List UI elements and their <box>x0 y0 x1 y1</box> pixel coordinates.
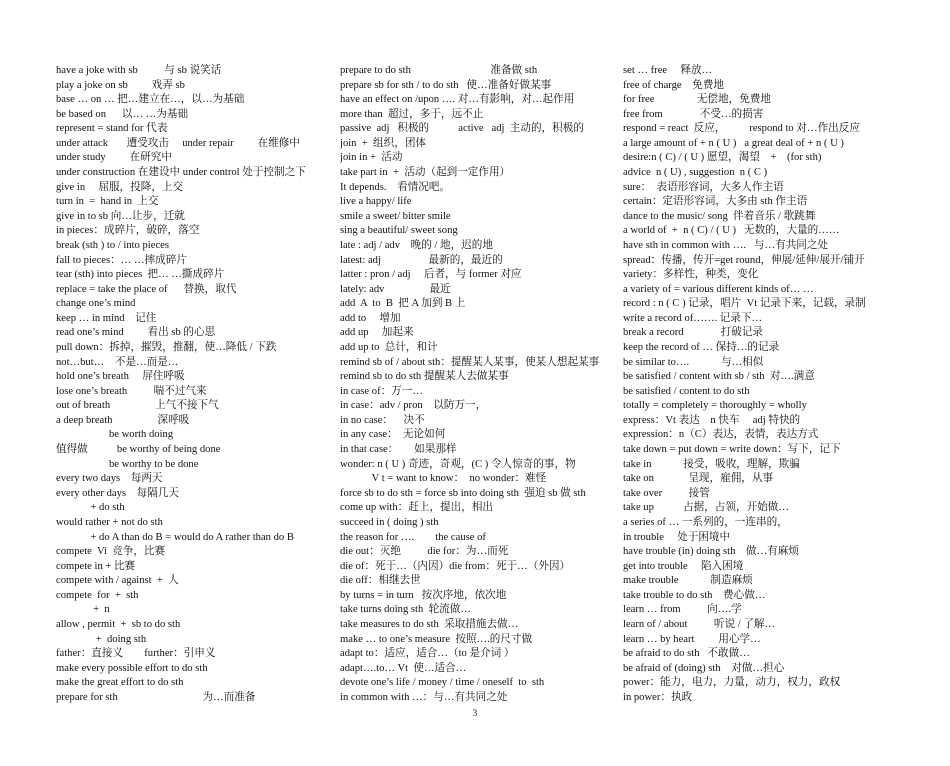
vocab-line: express：Vt 表达 n 快车 adj 特快的 <box>623 414 801 426</box>
vocab-line: represent = stand for 代表 <box>56 123 168 135</box>
vocab-line: prepare for sth 为…而准备 <box>56 691 256 703</box>
vocab-line: more than 超过，多于，远不止 <box>340 108 484 120</box>
vocab-line: a world of + n ( C) / ( U ) 无数的，大量的…… <box>623 225 840 237</box>
vocab-line: join in + 活动 <box>340 152 403 164</box>
vocab-line: under attack 遭受攻击 under repair 在维修中 <box>56 137 300 149</box>
vocab-line: + do A than do B = would do A rather than do B <box>56 531 294 543</box>
vocab-line: in trouble 处于困境中 <box>623 531 731 543</box>
vocab-line: devote one’s life / money / time / oneself to sth <box>340 677 545 689</box>
vocab-line: the reason for …. the cause of <box>340 531 486 543</box>
vocab-line: die off：相继去世 <box>340 575 421 587</box>
vocab-line: advice n ( U) , suggestion n ( C ) <box>623 167 768 179</box>
vocab-line: be based on 以… …为基础 <box>56 108 189 120</box>
vocab-line: compete with / against + 人 <box>56 575 179 587</box>
vocab-line: be satisfied / content to do sth <box>623 385 750 397</box>
vocab-line: desire:n ( C) / ( U ) 愿望，渴望 + (for sth) <box>623 152 822 164</box>
vocab-line: compete for + sth <box>56 589 139 601</box>
vocab-line: die out：灭绝 die for：为…而死 <box>340 546 509 558</box>
vocab-line: change one’s mind <box>56 298 136 310</box>
vocab-line: add up to 总计，和计 <box>340 341 438 353</box>
vocab-line: 值得做 be worthy of being done <box>56 444 221 456</box>
vocab-line: in no case： 决不 <box>340 414 425 426</box>
vocab-line: sing a beautiful/ sweet song <box>340 225 458 237</box>
vocab-line: be worth doing <box>56 429 174 441</box>
vocab-line: be worthy to be done <box>56 458 199 470</box>
vocab-line: be afraid to do sth 不敢做… <box>623 648 750 660</box>
column-left <box>56 64 328 705</box>
vocab-line: have sth in common with …. 与…有共同之处 <box>623 239 829 251</box>
vocab-line: late : adj / adv 晚的 / 地，迟的地 <box>340 239 493 251</box>
vocab-line: variety：多样性，种类，变化 <box>623 269 759 281</box>
vocab-line: make trouble 制造麻烦 <box>623 575 753 587</box>
vocab-line: in any case： 无论如何 <box>340 429 446 441</box>
vocab-line: It depends. 看情况吧。 <box>340 181 451 193</box>
column-middle <box>340 64 620 705</box>
vocab-line: play a joke on sb 戏弄 sb <box>56 79 185 91</box>
vocab-line: every two days 每两天 <box>56 473 163 485</box>
vocab-line: power：能力，电力，力量，动力，权力，政权 <box>623 677 841 689</box>
vocab-line: tear (sth) into pieces 把… …撕成碎片 <box>56 269 225 281</box>
vocab-line: read one’s mind 看出 sb 的心思 <box>56 327 216 339</box>
vocab-line: + doing sth <box>56 633 147 645</box>
vocab-line: set … free 释放… <box>623 65 713 76</box>
vocab-line: take in 接受，吸收，理解，欺骗 <box>623 458 800 470</box>
vocab-line: take down = put down = write down：写下，记下 <box>623 444 841 456</box>
vocab-line: out of breath 上气不接下气 <box>56 400 219 412</box>
vocab-line: succeed in ( doing ) sth <box>340 516 439 528</box>
vocab-line: take up 占据，占领，开始做… <box>623 502 789 514</box>
vocab-line: learn of / about 听说 / 了解… <box>623 618 776 630</box>
vocab-line: take part in + 活动（起到一定作用） <box>340 167 511 179</box>
vocab-line: give in 屈服，投降，上交 <box>56 181 184 193</box>
vocab-line: under construction 在建设中 under control 处于控制之下 <box>56 167 306 179</box>
vocab-line: allow , permit + sb to do sth <box>56 618 181 630</box>
vocab-line: a variety of = various different kinds of… … <box>623 283 814 295</box>
vocab-line: remind sb of / about sth：提醒某人某事，使某人想起某事 <box>340 356 600 368</box>
vocab-line: adapt to：适应，适合…（to 是介词 ） <box>340 648 515 660</box>
vocab-line: add to 增加 <box>340 312 401 324</box>
vocab-line: dance to the music/ song 伴着音乐 / 歌跳舞 <box>623 210 816 222</box>
vocab-line: pull down：拆掉，摧毁，推翻，使…降低 / 下跌 <box>56 341 277 353</box>
vocab-line: for free 无偿地，免费地 <box>623 94 771 106</box>
vocab-line: in pieces：成碎片，破碎，落空 <box>56 225 200 237</box>
vocab-line: record : n ( C ) 记录，唱片 Vt 记录下来，记载，录制 <box>623 298 866 310</box>
vocab-line: come up with：赶上，提出，相出 <box>340 502 494 514</box>
vocab-line: write a record of……. 记录下… <box>623 312 763 324</box>
vocab-line: V t = want to know： no wonder：难怪 <box>340 473 547 485</box>
vocab-line: certain：定语形容词，大多由 sth 作主语 <box>623 196 808 208</box>
vocab-line: hold one’s breath 屏住呼吸 <box>56 371 185 383</box>
vocab-line: learn … from 向….学 <box>623 604 742 616</box>
vocab-line: by turns = in turn 按次序地，依次地 <box>340 589 507 601</box>
vocab-line: replace = take the place of 替换，取代 <box>56 283 237 295</box>
vocab-line: keep the record of … 保持…的记录 <box>623 341 780 353</box>
vocab-line: lately: adv 最近 <box>340 283 451 295</box>
page-number: 3 <box>472 708 478 718</box>
vocab-line: expression：n（C）表达，表情，表达方式 <box>623 429 819 441</box>
vocab-line: base … on … 把…建立在…，以…为基础 <box>56 94 245 106</box>
vocab-line: adapt….to… Vt 使…适合… <box>340 662 467 674</box>
vocab-line: make every possible effort to do sth <box>56 662 208 674</box>
vocab-line: sure： 表语形容词，大多人作主语 <box>623 181 784 193</box>
vocab-line: join + 组织，团体 <box>340 137 427 149</box>
vocab-line: fall to pieces：… …摔成碎片 <box>56 254 187 266</box>
vocab-line: wonder: n ( U ) 奇迹，奇观，(C ) 令人惊奇的事，物 <box>340 458 576 470</box>
vocab-line: take on 呈现，雇佣，从事 <box>623 473 774 485</box>
vocab-line: in case：adv / pron 以防万一， <box>340 400 487 412</box>
vocab-line: in power：执政 <box>623 691 693 703</box>
vocab-line: a series of … 一系列的，一连串的， <box>623 516 788 528</box>
vocab-line: latter : pron / adj 后者，与 former 对应 <box>340 269 522 281</box>
vocab-line: be satisfied / content with sb / sth 对….满意 <box>623 371 815 383</box>
vocab-line: smile a sweet/ bitter smile <box>340 210 451 222</box>
vocab-line: respond = react 反应， respond to 对…作出反应 <box>623 123 860 135</box>
vocab-line: in common with …：与…有共同之处 <box>340 691 508 703</box>
vocab-line: take trouble to do sth 费心做… <box>623 589 766 601</box>
vocab-line: live a happy/ life <box>340 196 412 208</box>
vocab-line: die of：死于…（内因）die from：死于…（外因） <box>340 560 571 572</box>
vocab-line: every other days 每隔几天 <box>56 487 179 499</box>
vocab-line: give in to sb 向…让步，迁就 <box>56 210 185 222</box>
vocab-line: make the great effort to do sth <box>56 677 184 689</box>
vocab-line: in case of：万一… <box>340 385 423 397</box>
vocab-line: totally = completely = thoroughly = wholly <box>623 400 807 412</box>
vocab-line: be similar to…. 与…相似 <box>623 356 764 368</box>
vocab-line: remind sb to do sth 提醒某人去做某事 <box>340 371 509 383</box>
vocab-line: a deep breath 深呼吸 <box>56 414 190 426</box>
vocab-line: compete Vi 竞争，比赛 <box>56 546 166 558</box>
vocab-line: take turns doing sth 轮流做… <box>340 604 471 616</box>
vocab-line: break a record 打破记录 <box>623 327 764 339</box>
vocab-line: prepare sb for sth / to do sth 使…准备好做某事 <box>340 79 552 91</box>
vocab-line: under study 在研究中 <box>56 152 172 164</box>
vocab-line: have trouble (in) doing sth 做…有麻烦 <box>623 546 799 558</box>
vocab-line: add A to B 把 A 加到 B 上 <box>340 298 466 310</box>
vocab-line: get into trouble 陷入困境 <box>623 560 744 572</box>
vocab-line: spread：传播，传开=get round，伸展/延伸/展开/铺开 <box>623 254 865 266</box>
vocab-line: would rather + not do sth <box>56 516 163 528</box>
vocab-line: a large amount of + n ( U ) a great deal of + n ( U ) <box>623 137 844 149</box>
vocab-line: be afraid of (doing) sth 对做…担心 <box>623 662 785 674</box>
vocab-line: have a joke with sb 与 sb 说笑话 <box>56 65 222 76</box>
vocab-line: latest: adj 最新的，最近的 <box>340 254 503 266</box>
vocab-line: break (sth ) to / into pieces <box>56 239 169 251</box>
vocab-line: not…but… 不是…而是… <box>56 356 179 368</box>
vocab-line: have an effect on /upon …. 对…有影响，对…起作用 <box>340 94 575 106</box>
vocab-line: keep … in mind 记住 <box>56 312 157 324</box>
vocab-line: + do sth <box>56 502 125 514</box>
vocab-line: prepare to do sth 准备做 sth <box>340 65 538 76</box>
vocab-line: add up 加起来 <box>340 327 414 339</box>
vocab-line: take measures to do sth 采取措施去做… <box>340 618 519 630</box>
vocab-line: take over 接管 <box>623 487 710 499</box>
vocab-line: father：直接义 further：引申义 <box>56 648 216 660</box>
vocab-line: passive adj 积极的 active adj 主动的，积极的 <box>340 123 584 135</box>
vocab-line: turn in = hand in 上交 <box>56 196 159 208</box>
column-right <box>623 64 923 705</box>
vocab-line: learn … by heart 用心学… <box>623 633 761 645</box>
vocab-line: in that case： 如果那样 <box>340 444 457 456</box>
vocab-line: compete in + 比赛 <box>56 560 136 572</box>
vocab-line: lose one’s breath 喘不过气来 <box>56 385 207 397</box>
vocab-line: make … to one’s measure 按照….的尺寸做 <box>340 633 533 645</box>
vocab-line: + n <box>56 604 110 616</box>
vocab-line: force sb to do sth = force sb into doing sth 强迫 sb 做 sth <box>340 487 586 499</box>
vocab-line: free of charge 免费地 <box>623 79 724 91</box>
vocab-line: free from 不受…的损害 <box>623 108 764 120</box>
